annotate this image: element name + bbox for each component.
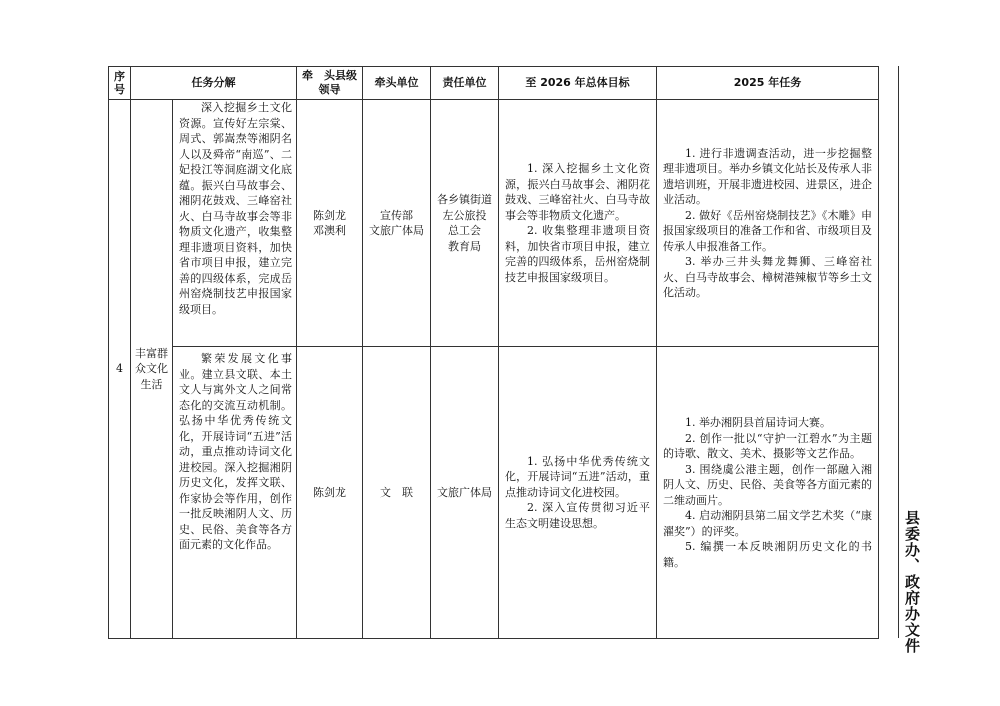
lead-unit-name: 文 联 [380, 485, 413, 499]
resp-unit-name: 各乡镇街道 [437, 193, 492, 206]
resp-units [431, 347, 499, 639]
task-2025-cell [657, 347, 879, 639]
header-seq: 序号 [109, 67, 131, 100]
task-item: 3. 围绕虞公港主题，创作一部融入湘阴人文、历史、民俗、美食等各方面元素的二维动画片。 [663, 462, 872, 507]
task-item: 1. 进行非遗调查活动，进一步挖掘整理非遗项目。举办乡镇文化站长及传承人非遗培训班，开展非遗进校园、进景区，进企业活动。 [663, 146, 872, 206]
leader-name: 陈剑龙 [313, 485, 346, 499]
header-lead-unit: 牵头单位 [363, 67, 431, 100]
lead-leaders [297, 100, 363, 347]
description-text: 繁荣发展文化事业。建立县文联、本土文人与寓外文人之间常态化的交流互动机制。弘扬中华优秀传统文化，开展诗词“五进”活动，重点推动诗词文化进校园。深入挖掘湘阴历史文化，发挥文联、作家协会等作用，创作一批反映湘阴人文、历史、民俗、美食等各方面元素的文化作品。 [179, 352, 292, 551]
leader-name: 陈剑龙 [313, 208, 346, 222]
task-item: 1. 举办湘阴县首届诗词大赛。 [685, 416, 831, 429]
goal-item: 2. 深入宣传贯彻习近平生态文明建设思想。 [505, 501, 650, 530]
task-item: 4. 启动湘阴县第二届文学艺术奖（“康濯奖”）的评奖。 [663, 509, 872, 538]
task-item: 2. 做好《岳州窑烧制技艺》《木雕》申报国家级项目的准备工作和省、市级项目及传承人申报准备工作。 [663, 208, 872, 253]
header-task-2025: 2025 年任务 [657, 67, 879, 100]
row-number: 4 [109, 100, 131, 639]
header-row [109, 67, 879, 100]
task-description [173, 347, 297, 639]
header-resp-unit: 责任单位 [431, 67, 499, 100]
task-description [173, 100, 297, 347]
header-task-breakdown: 任务分解 [131, 67, 297, 100]
lead-units [363, 100, 431, 347]
category-cell [131, 100, 173, 639]
table-row [109, 347, 879, 639]
task-item: 5. 编撰一本反映湘阴历史文化的书籍。 [663, 540, 872, 569]
task-item: 2. 创作一批以“守护一江碧水”为主题的诗歌、散文、美术、摄影等文艺作品。 [663, 431, 872, 460]
goal-item: 1. 深入挖掘乡土文化资源，振兴白马故事会、湘阴花鼓戏、三峰窑社火、白马寺故事会等非物质文化遗产。 [505, 162, 650, 222]
right-margin-line [898, 66, 899, 638]
table-row [109, 100, 879, 347]
lead-leaders [297, 347, 363, 639]
task-2025-cell [657, 100, 879, 347]
header-lead-leader: 牵 头县级领导 [297, 67, 363, 100]
category-label: 丰富群众文化生活 [135, 346, 168, 391]
leader-name: 邓澳利 [313, 224, 346, 237]
resp-unit-name: 教育局 [448, 239, 481, 253]
goal-2026-cell [499, 100, 657, 347]
lead-unit-name: 宣传部 [380, 208, 413, 222]
resp-unit-name: 总工会 [448, 224, 481, 237]
goal-item: 2. 收集整理非遗项目资料，加快省市项目申报，建立完善的四级体系，岳州窑烧制技艺申报国家级项目。 [505, 224, 650, 284]
lead-units [363, 347, 431, 639]
task-item: 3. 举办三井头舞龙舞狮、三峰窑社火、白马寺故事会、樟树港辣椒节等乡土文化活动。 [663, 255, 872, 299]
header-goal-2026: 至 2026 年总体目标 [499, 67, 657, 100]
resp-units [431, 100, 499, 347]
resp-unit-name: 左公旅投 [442, 208, 487, 222]
task-table [108, 66, 879, 639]
lead-unit-name: 文旅广体局 [369, 224, 424, 237]
side-label: 县委办、政府办文件 [903, 510, 921, 654]
description-text: 深入挖掘乡土文化资源。宣传好左宗棠、周式、郭嵩焘等湘阴名人以及舜帝“南巡”、二妃投江等洞庭湖文化底蕴。振兴白马故事会、湘阴花鼓戏、三峰窑社火、白马寺故事会等非物质文化遗产，收集整理非遗项目资料，加快省市项目申报，建立完善的四级体系，完成岳州窑烧制技艺申报国家级项目。 [179, 101, 292, 316]
goal-item: 1. 弘扬中华优秀传统文化，开展诗词“五进”活动，重点推动诗词文化进校园。 [505, 454, 650, 499]
goal-2026-cell [499, 347, 657, 639]
resp-unit-name: 文旅广体局 [437, 485, 492, 499]
